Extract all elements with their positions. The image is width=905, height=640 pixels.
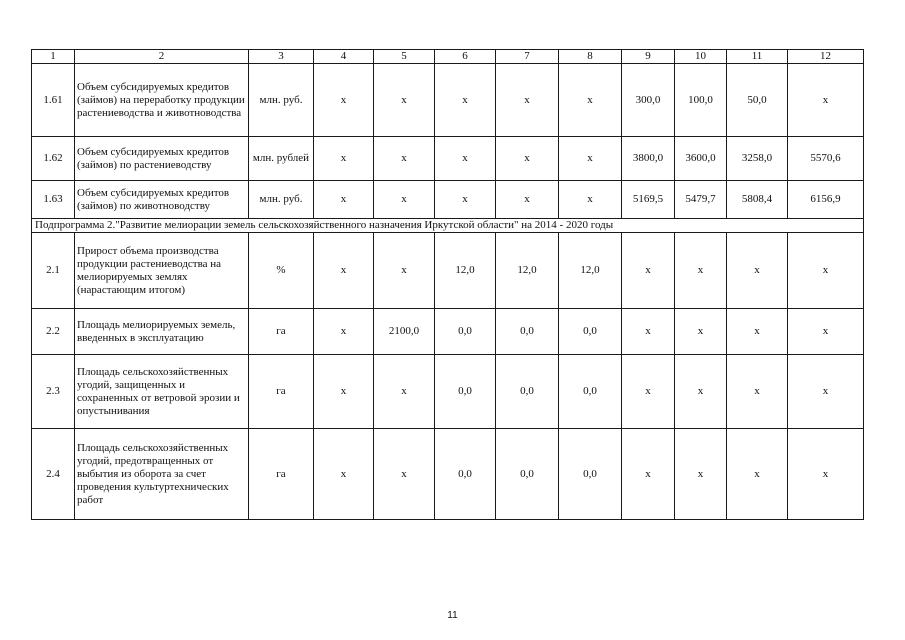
header-cell: 2	[75, 50, 249, 64]
indicator-name: Прирост объема производства продукции растениеводства на мелиорируемых землях (нарастающим итогом)	[75, 233, 249, 309]
value-cell: 5169,5	[622, 181, 675, 219]
value-cell: x	[496, 181, 559, 219]
value-cell: x	[314, 355, 374, 429]
value-cell: 0,0	[559, 355, 622, 429]
value-cell: 0,0	[496, 429, 559, 520]
header-cell: 11	[727, 50, 788, 64]
value-cell: 0,0	[435, 355, 496, 429]
value-cell: x	[727, 233, 788, 309]
value-cell: x	[788, 233, 864, 309]
value-cell: 2100,0	[374, 309, 435, 355]
value-cell: x	[559, 137, 622, 181]
unit-cell: га	[249, 429, 314, 520]
indicator-name: Объем субсидируемых кредитов (займов) по растениеводству	[75, 137, 249, 181]
value-cell: x	[622, 355, 675, 429]
value-cell: 0,0	[559, 429, 622, 520]
header-cell: 8	[559, 50, 622, 64]
value-cell: x	[435, 64, 496, 137]
header-cell: 10	[675, 50, 727, 64]
row-number: 2.3	[32, 355, 75, 429]
value-cell: 300,0	[622, 64, 675, 137]
value-cell: x	[314, 137, 374, 181]
value-cell: x	[374, 64, 435, 137]
value-cell: 3600,0	[675, 137, 727, 181]
value-cell: x	[374, 233, 435, 309]
value-cell: x	[788, 309, 864, 355]
table-row	[32, 355, 864, 429]
value-cell: x	[622, 429, 675, 520]
value-cell: 12,0	[435, 233, 496, 309]
unit-cell: млн. руб.	[249, 64, 314, 137]
value-cell: x	[675, 233, 727, 309]
table-row	[32, 233, 864, 309]
value-cell: 0,0	[559, 309, 622, 355]
value-cell: x	[622, 233, 675, 309]
value-cell: 12,0	[559, 233, 622, 309]
indicator-name: Площадь сельскохозяйственных угодий, предотвращенных от выбытия из оборота за счет проведения культуртехнических работ	[75, 429, 249, 520]
row-number: 2.2	[32, 309, 75, 355]
value-cell: x	[727, 355, 788, 429]
value-cell: 0,0	[435, 309, 496, 355]
value-cell: 3258,0	[727, 137, 788, 181]
unit-cell: га	[249, 309, 314, 355]
value-cell: x	[314, 429, 374, 520]
value-cell: 5479,7	[675, 181, 727, 219]
value-cell: x	[727, 309, 788, 355]
value-cell: x	[435, 181, 496, 219]
value-cell: x	[727, 429, 788, 520]
unit-cell: млн. руб.	[249, 181, 314, 219]
indicator-name: Объем субсидируемых кредитов (займов) на переработку продукции растениеводства и животноводства	[75, 64, 249, 137]
header-row	[32, 50, 864, 64]
value-cell: 12,0	[496, 233, 559, 309]
value-cell: 100,0	[675, 64, 727, 137]
header-cell: 4	[314, 50, 374, 64]
row-number: 1.63	[32, 181, 75, 219]
value-cell: x	[788, 64, 864, 137]
value-cell: 5570,6	[788, 137, 864, 181]
value-cell: x	[314, 233, 374, 309]
table-row	[32, 137, 864, 181]
value-cell: x	[374, 429, 435, 520]
value-cell: x	[314, 181, 374, 219]
value-cell: x	[374, 137, 435, 181]
value-cell: 3800,0	[622, 137, 675, 181]
indicator-name: Объем субсидируемых кредитов (займов) по животноводству	[75, 181, 249, 219]
value-cell: x	[374, 355, 435, 429]
page-number: 11	[447, 610, 458, 621]
value-cell: x	[675, 429, 727, 520]
value-cell: x	[675, 309, 727, 355]
table-row	[32, 309, 864, 355]
table-row	[32, 64, 864, 137]
value-cell: x	[314, 64, 374, 137]
unit-cell: %	[249, 233, 314, 309]
value-cell: x	[675, 355, 727, 429]
subprogram-title: Подпрограмма 2."Развитие мелиорации земель сельскохозяйственного назначения Иркутской области" на 2014 - 2020 годы	[32, 219, 864, 233]
value-cell: x	[374, 181, 435, 219]
indicator-name: Площадь мелиорируемых земель, введенных в эксплуатацию	[75, 309, 249, 355]
indicator-name: Площадь сельскохозяйственных угодий, защищенных и сохраненных от ветровой эрозии и опустынивания	[75, 355, 249, 429]
row-number: 2.4	[32, 429, 75, 520]
value-cell: x	[435, 137, 496, 181]
unit-cell: га	[249, 355, 314, 429]
row-number: 2.1	[32, 233, 75, 309]
row-number: 1.61	[32, 64, 75, 137]
value-cell: x	[788, 355, 864, 429]
value-cell: 0,0	[435, 429, 496, 520]
header-cell: 6	[435, 50, 496, 64]
value-cell: 6156,9	[788, 181, 864, 219]
header-cell: 7	[496, 50, 559, 64]
indicators-table	[31, 49, 864, 520]
header-cell: 5	[374, 50, 435, 64]
header-cell: 9	[622, 50, 675, 64]
header-cell: 3	[249, 50, 314, 64]
value-cell: x	[559, 181, 622, 219]
value-cell: x	[559, 64, 622, 137]
value-cell: 0,0	[496, 355, 559, 429]
table-row	[32, 429, 864, 520]
subprogram-row	[32, 219, 864, 233]
table-row	[32, 181, 864, 219]
unit-cell: млн. рублей	[249, 137, 314, 181]
value-cell: 0,0	[496, 309, 559, 355]
value-cell: 50,0	[727, 64, 788, 137]
value-cell: 5808,4	[727, 181, 788, 219]
value-cell: x	[496, 64, 559, 137]
value-cell: x	[622, 309, 675, 355]
value-cell: x	[788, 429, 864, 520]
header-cell: 12	[788, 50, 864, 64]
row-number: 1.62	[32, 137, 75, 181]
value-cell: x	[496, 137, 559, 181]
value-cell: x	[314, 309, 374, 355]
header-cell: 1	[32, 50, 75, 64]
